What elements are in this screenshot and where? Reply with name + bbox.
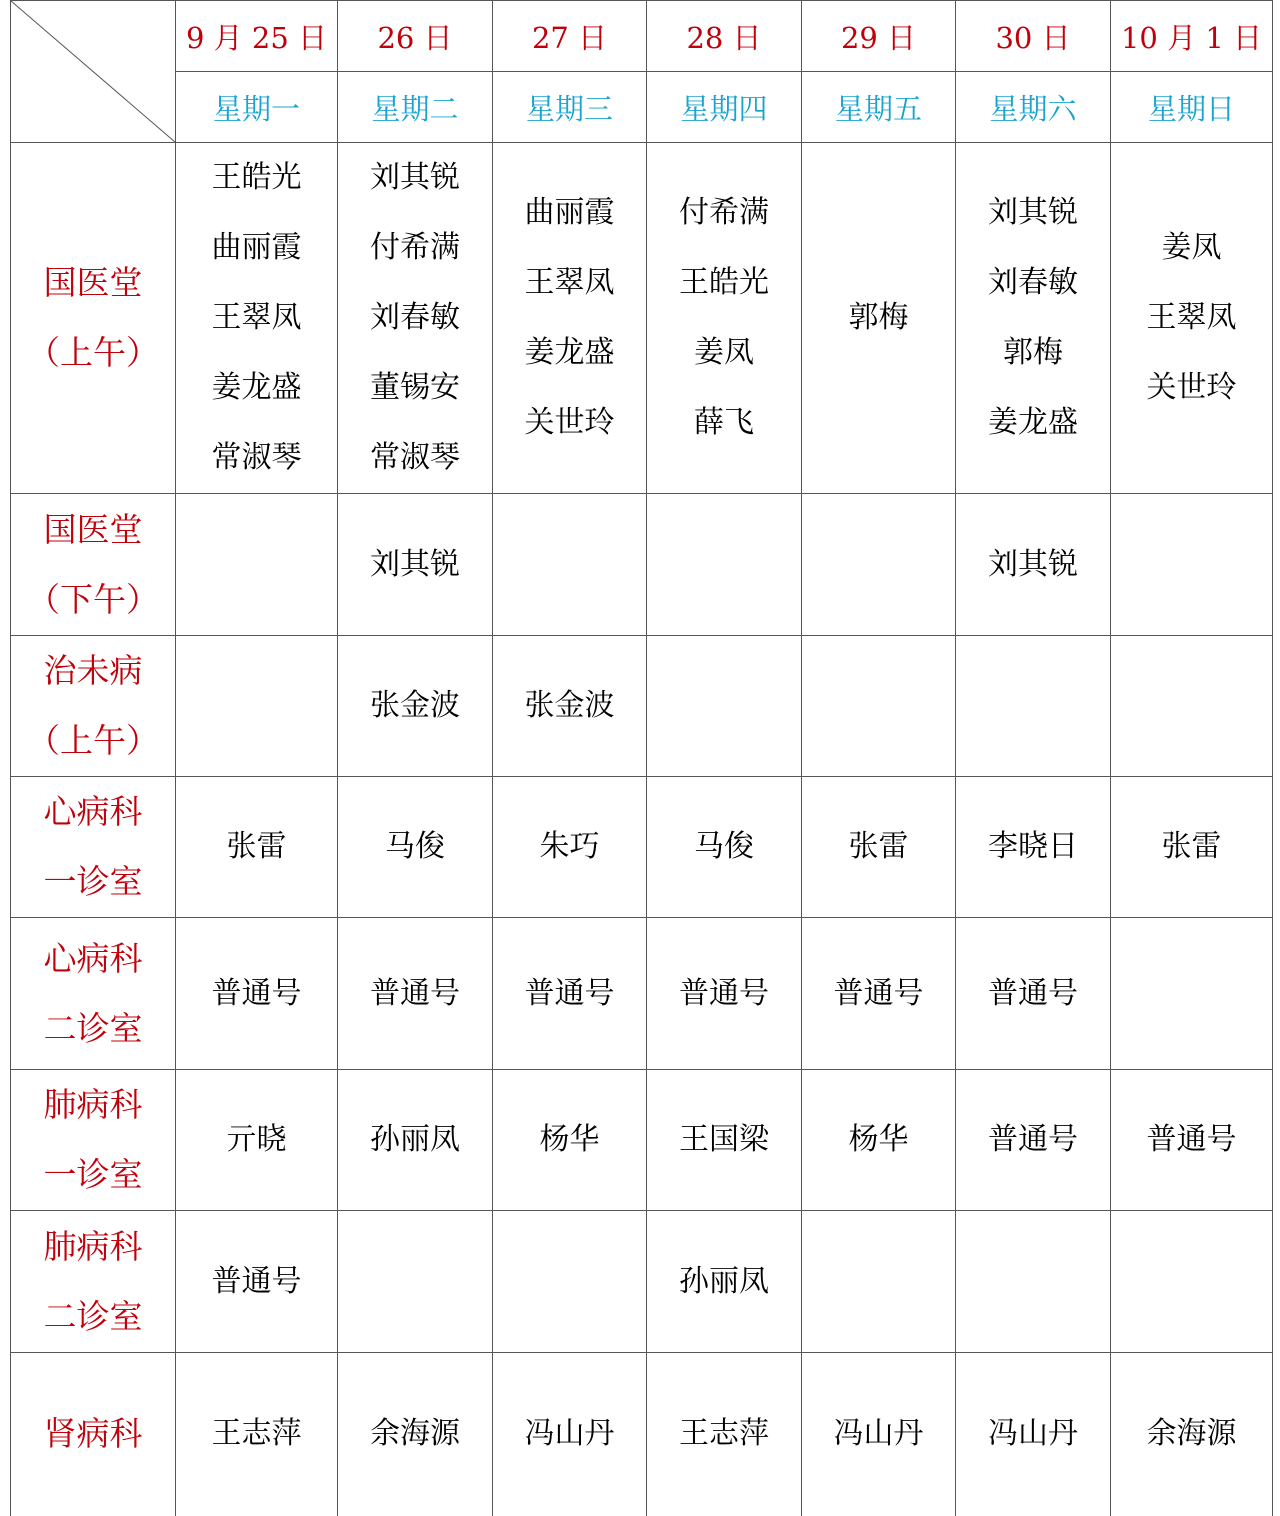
table-body: [11, 1, 1273, 1516]
diagonal-line: [11, 1, 175, 142]
doctor-name: 薛飞: [694, 405, 754, 440]
department-cell: [11, 143, 176, 494]
doctor-cell: [176, 636, 338, 777]
doctor-cell: [493, 1070, 647, 1211]
doctor-name: 张雷: [226, 829, 287, 864]
doctor-name: 刘其锐: [370, 160, 460, 195]
doctor-cell: [802, 777, 956, 918]
date-header: 28 日: [647, 1, 802, 72]
department-label: 心病科: [43, 938, 143, 978]
doctor-name: 马俊: [385, 829, 445, 864]
department-label: 国医堂: [43, 509, 143, 549]
doctor-name: 冯山丹: [833, 1416, 924, 1452]
weekday-header-row: [11, 72, 1273, 143]
doctor-cell: [956, 777, 1111, 918]
department-label: 国医堂: [43, 263, 143, 302]
doctor-name: 普通号: [988, 975, 1078, 1011]
doctor-name: 常淑琴: [211, 440, 302, 475]
doctor-name: 关世玲: [524, 405, 615, 440]
doctor-name: 刘春敏: [370, 300, 460, 335]
diagonal-corner-cell: [11, 1, 176, 143]
doctor-cell: [176, 494, 338, 636]
department-label: 一诊室: [43, 1155, 143, 1194]
doctor-name: 张雷: [1161, 829, 1222, 864]
department-label: 肺病科: [43, 1226, 143, 1266]
department-cell: [11, 1353, 176, 1516]
doctor-name: 王志萍: [211, 1416, 302, 1452]
doctor-cell: [493, 777, 647, 918]
weekday-header: 星期一: [176, 72, 338, 143]
doctor-name: 王国梁: [679, 1122, 769, 1157]
doctor-name: 曲丽霞: [211, 230, 302, 265]
doctor-name: 王翠凤: [1146, 300, 1237, 335]
doctor-name: 普通号: [211, 1263, 302, 1299]
doctor-cell: [493, 918, 647, 1070]
date-header: 30 日: [956, 1, 1111, 72]
doctor-cell: [338, 777, 493, 918]
doctor-cell: [493, 636, 647, 777]
doctor-cell: [647, 918, 802, 1070]
doctor-name: 刘其锐: [988, 195, 1078, 230]
doctor-name: 普通号: [1146, 1122, 1237, 1157]
doctor-cell: [338, 1070, 493, 1211]
department-label: 肺病科: [43, 1085, 143, 1124]
doctor-cell: [176, 143, 338, 494]
doctor-cell: [1111, 1353, 1273, 1516]
doctor-name: 王翠凤: [211, 300, 302, 335]
doctor-name: 王翠凤: [524, 265, 615, 300]
doctor-cell: [647, 1070, 802, 1211]
doctor-name: 亓晓: [226, 1122, 287, 1157]
weekday-header: 星期四: [647, 72, 802, 143]
doctor-name: 付希满: [679, 195, 769, 230]
department-cell: [11, 494, 176, 636]
department-label: 治未病: [43, 651, 143, 690]
doctor-cell: [176, 1070, 338, 1211]
weekday-header: 星期日: [1111, 72, 1273, 143]
doctor-name: 常淑琴: [370, 440, 460, 475]
doctor-name: 张金波: [524, 688, 615, 723]
weekday-header: 星期六: [956, 72, 1111, 143]
doctor-cell: [956, 1070, 1111, 1211]
doctor-cell: [338, 143, 493, 494]
doctor-name: 刘其锐: [370, 546, 460, 582]
doctor-name: 王志萍: [679, 1416, 769, 1452]
department-cell: [11, 777, 176, 918]
department-label: 二诊室: [43, 1296, 143, 1336]
doctor-cell: [338, 1353, 493, 1516]
schedule-row: [11, 636, 1273, 777]
department-label: （上午）: [27, 333, 159, 372]
doctor-cell: [647, 777, 802, 918]
doctor-name: 孙丽凤: [370, 1122, 460, 1157]
doctor-name: 曲丽霞: [524, 195, 615, 230]
schedule-row: [11, 1353, 1273, 1516]
doctor-cell: [647, 1353, 802, 1516]
department-label: （下午）: [27, 579, 159, 619]
doctor-name: 郭梅: [1003, 335, 1063, 370]
department-label: 心病科: [43, 792, 143, 831]
doctor-cell: [176, 918, 338, 1070]
doctor-name: 余海源: [370, 1416, 460, 1452]
doctor-name: 普通号: [833, 975, 924, 1011]
doctor-name: 董锡安: [370, 370, 460, 405]
doctor-cell: [1111, 777, 1273, 918]
doctor-cell: [338, 636, 493, 777]
doctor-cell: [802, 1070, 956, 1211]
doctor-name: 孙丽凤: [679, 1263, 769, 1299]
weekday-header: 星期二: [338, 72, 493, 143]
doctor-cell: [956, 1211, 1111, 1353]
doctor-name: 姜龙盛: [988, 405, 1078, 440]
department-label: 肾病科: [43, 1414, 143, 1454]
doctor-name: 王皓光: [211, 160, 302, 195]
doctor-cell: [1111, 1070, 1273, 1211]
schedule-row: [11, 494, 1273, 636]
doctor-name: 普通号: [524, 975, 615, 1011]
date-header: 29 日: [802, 1, 956, 72]
doctor-cell: [802, 494, 956, 636]
doctor-cell: [956, 494, 1111, 636]
doctor-cell: [493, 494, 647, 636]
doctor-cell: [338, 918, 493, 1070]
doctor-cell: [647, 636, 802, 777]
department-cell: [11, 918, 176, 1070]
doctor-name: 郭梅: [848, 300, 909, 335]
doctor-cell: [338, 1211, 493, 1353]
doctor-cell: [802, 1353, 956, 1516]
doctor-cell: [493, 143, 647, 494]
date-header: 10 月 1 日: [1111, 1, 1273, 72]
doctor-cell: [956, 636, 1111, 777]
doctor-cell: [647, 494, 802, 636]
schedule-row: [11, 1211, 1273, 1353]
date-header: 9 月 25 日: [176, 1, 338, 72]
doctor-name: 杨华: [539, 1122, 600, 1157]
doctor-name: 姜凤: [694, 335, 754, 370]
doctor-cell: [802, 1211, 956, 1353]
date-header: 27 日: [493, 1, 647, 72]
doctor-cell: [1111, 918, 1273, 1070]
department-label: 二诊室: [43, 1008, 143, 1048]
schedule-row: [11, 777, 1273, 918]
doctor-name: 冯山丹: [988, 1416, 1078, 1452]
doctor-name: 关世玲: [1146, 370, 1237, 405]
doctor-name: 王皓光: [679, 265, 769, 300]
doctor-name: 普通号: [988, 1122, 1078, 1157]
doctor-cell: [493, 1353, 647, 1516]
schedule-row: [11, 1070, 1273, 1211]
doctor-cell: [647, 1211, 802, 1353]
doctor-cell: [956, 143, 1111, 494]
doctor-cell: [802, 636, 956, 777]
doctor-cell: [956, 1353, 1111, 1516]
doctor-name: 姜龙盛: [211, 370, 302, 405]
doctor-cell: [1111, 143, 1273, 494]
doctor-cell: [802, 143, 956, 494]
department-cell: [11, 1211, 176, 1353]
doctor-cell: [1111, 494, 1273, 636]
doctor-name: 冯山丹: [524, 1416, 615, 1452]
doctor-cell: [176, 1211, 338, 1353]
doctor-name: 余海源: [1146, 1416, 1237, 1452]
schedule-row: [11, 918, 1273, 1070]
doctor-cell: [802, 918, 956, 1070]
doctor-name: 付希满: [370, 230, 460, 265]
doctor-cell: [1111, 636, 1273, 777]
department-cell: [11, 636, 176, 777]
doctor-name: 普通号: [679, 975, 769, 1011]
doctor-name: 马俊: [694, 829, 754, 864]
doctor-cell: [493, 1211, 647, 1353]
date-header: 26 日: [338, 1, 493, 72]
doctor-name: 普通号: [370, 975, 460, 1011]
weekday-header: 星期五: [802, 72, 956, 143]
doctor-name: 张雷: [848, 829, 909, 864]
doctor-name: 李晓日: [988, 829, 1078, 864]
schedule-row: [11, 143, 1273, 494]
department-cell: [11, 1070, 176, 1211]
doctor-name: 刘春敏: [988, 265, 1078, 300]
doctor-name: 杨华: [848, 1122, 909, 1157]
doctor-name: 普通号: [211, 975, 302, 1011]
doctor-name: 刘其锐: [988, 546, 1078, 582]
doctor-cell: [176, 777, 338, 918]
date-header-row: [11, 1, 1273, 72]
doctor-cell: [176, 1353, 338, 1516]
department-label: （上午）: [27, 721, 159, 760]
weekday-header: 星期三: [493, 72, 647, 143]
doctor-cell: [1111, 1211, 1273, 1353]
doctor-name: 张金波: [370, 688, 460, 723]
doctor-cell: [647, 143, 802, 494]
doctor-name: 姜龙盛: [524, 335, 615, 370]
doctor-cell: [956, 918, 1111, 1070]
duty-schedule-table: [10, 0, 1273, 1516]
doctor-cell: [338, 494, 493, 636]
doctor-name: 姜凤: [1161, 230, 1222, 265]
department-label: 一诊室: [43, 862, 143, 901]
doctor-name: 朱巧: [539, 829, 600, 864]
